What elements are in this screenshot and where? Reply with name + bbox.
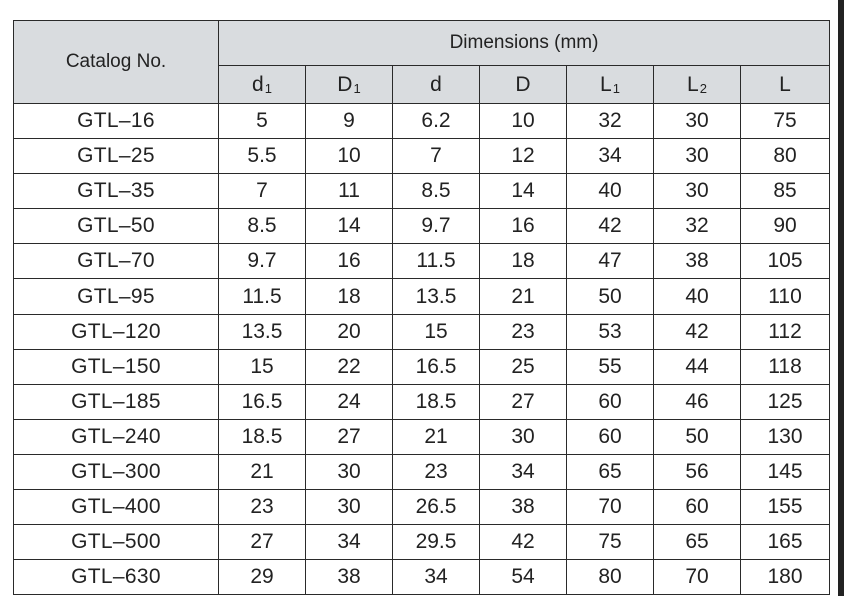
dimension-cell: 13.5 <box>219 314 306 349</box>
dimension-cell: 30 <box>480 419 567 454</box>
dimension-cell: 32 <box>654 209 741 244</box>
dimension-cell: 32 <box>567 104 654 139</box>
column-header-symbol: d <box>252 72 264 96</box>
dimension-cell: 46 <box>654 384 741 419</box>
catalog-cell: GTL–120 <box>14 314 219 349</box>
dimension-cell: 23 <box>219 490 306 525</box>
dimension-cell: 53 <box>567 314 654 349</box>
dimension-cell: 5.5 <box>219 139 306 174</box>
column-header <box>654 66 741 104</box>
catalog-cell: GTL–35 <box>14 174 219 209</box>
dimensions-header: Dimensions (mm) <box>219 21 830 66</box>
dimension-cell: 25 <box>480 349 567 384</box>
dimension-cell: 165 <box>741 525 830 560</box>
column-header-subscript: 1 <box>612 80 620 96</box>
dimension-cell: 29.5 <box>393 525 480 560</box>
catalog-cell: GTL–400 <box>14 490 219 525</box>
column-header-symbol: D <box>337 72 353 96</box>
table-row <box>14 174 830 209</box>
dimension-cell: 47 <box>567 244 654 279</box>
dimension-cell: 18 <box>480 244 567 279</box>
table-row <box>14 244 830 279</box>
catalog-no-header: Catalog No. <box>14 21 219 104</box>
table-row <box>14 209 830 244</box>
column-header-subscript: 1 <box>353 80 361 96</box>
column-header-symbol: d <box>430 72 442 96</box>
dimension-cell: 34 <box>393 560 480 595</box>
dimension-cell: 7 <box>393 139 480 174</box>
dimension-cell: 54 <box>480 560 567 595</box>
table-body <box>14 104 830 595</box>
dimension-cell: 7 <box>219 174 306 209</box>
dimension-cell: 24 <box>306 384 393 419</box>
catalog-cell: GTL–25 <box>14 139 219 174</box>
dimension-cell: 38 <box>306 560 393 595</box>
dimension-cell: 155 <box>741 490 830 525</box>
dimension-cell: 16 <box>306 244 393 279</box>
dimension-cell: 75 <box>567 525 654 560</box>
dimension-cell: 118 <box>741 349 830 384</box>
catalog-cell: GTL–150 <box>14 349 219 384</box>
column-header <box>567 66 654 104</box>
dimension-cell: 60 <box>654 490 741 525</box>
column-header <box>306 66 393 104</box>
catalog-cell: GTL–300 <box>14 454 219 489</box>
dimension-cell: 15 <box>393 314 480 349</box>
dimension-cell: 13.5 <box>393 279 480 314</box>
table-row <box>14 560 830 595</box>
dimension-cell: 60 <box>567 419 654 454</box>
dimension-cell: 29 <box>219 560 306 595</box>
dimension-cell: 20 <box>306 314 393 349</box>
column-header <box>219 66 306 104</box>
dimension-cell: 22 <box>306 349 393 384</box>
dimension-cell: 10 <box>480 104 567 139</box>
dimension-cell: 40 <box>567 174 654 209</box>
dimension-cell: 34 <box>306 525 393 560</box>
dimension-cell: 180 <box>741 560 830 595</box>
dimension-cell: 55 <box>567 349 654 384</box>
dimension-cell: 65 <box>567 454 654 489</box>
table-row <box>14 454 830 489</box>
catalog-cell: GTL–185 <box>14 384 219 419</box>
dimension-cell: 11.5 <box>393 244 480 279</box>
dimension-cell: 16 <box>480 209 567 244</box>
page-edge <box>838 0 844 596</box>
table-row <box>14 279 830 314</box>
dimension-cell: 6.2 <box>393 104 480 139</box>
dimension-cell: 112 <box>741 314 830 349</box>
table-row <box>14 314 830 349</box>
header-row-top <box>14 21 830 66</box>
table-row <box>14 104 830 139</box>
dimension-cell: 23 <box>393 454 480 489</box>
column-header-subscript: 1 <box>264 80 272 96</box>
dimension-cell: 42 <box>480 525 567 560</box>
catalog-cell: GTL–16 <box>14 104 219 139</box>
dimensions-table <box>13 20 830 595</box>
dimension-cell: 16.5 <box>219 384 306 419</box>
dimension-cell: 9.7 <box>393 209 480 244</box>
dimension-cell: 42 <box>567 209 654 244</box>
dimension-cell: 50 <box>654 419 741 454</box>
dimension-cell: 14 <box>306 209 393 244</box>
dimension-cell: 30 <box>306 454 393 489</box>
dimension-cell: 5 <box>219 104 306 139</box>
dimension-cell: 10 <box>306 139 393 174</box>
dimension-cell: 21 <box>480 279 567 314</box>
dimension-cell: 85 <box>741 174 830 209</box>
catalog-cell: GTL–95 <box>14 279 219 314</box>
dimension-cell: 75 <box>741 104 830 139</box>
column-header-symbol: L <box>687 72 699 96</box>
dimension-cell: 18 <box>306 279 393 314</box>
dimension-cell: 65 <box>654 525 741 560</box>
dimension-cell: 21 <box>219 454 306 489</box>
dimension-cell: 18.5 <box>219 419 306 454</box>
dimension-cell: 23 <box>480 314 567 349</box>
column-header-subscript: 2 <box>699 80 707 96</box>
column-header <box>393 66 480 104</box>
dimension-cell: 11.5 <box>219 279 306 314</box>
table-row <box>14 419 830 454</box>
dimension-cell: 40 <box>654 279 741 314</box>
dimension-cell: 21 <box>393 419 480 454</box>
dimension-cell: 80 <box>567 560 654 595</box>
table-row <box>14 139 830 174</box>
table-row <box>14 490 830 525</box>
dimension-cell: 27 <box>219 525 306 560</box>
catalog-cell: GTL–240 <box>14 419 219 454</box>
table-row <box>14 384 830 419</box>
dimension-cell: 9.7 <box>219 244 306 279</box>
dimension-cell: 50 <box>567 279 654 314</box>
dimension-cell: 90 <box>741 209 830 244</box>
dimension-cell: 14 <box>480 174 567 209</box>
catalog-cell: GTL–630 <box>14 560 219 595</box>
dimension-cell: 34 <box>567 139 654 174</box>
dimension-cell: 30 <box>306 490 393 525</box>
column-header-symbol: L <box>779 72 791 96</box>
dimension-cell: 42 <box>654 314 741 349</box>
dimension-cell: 80 <box>741 139 830 174</box>
catalog-cell: GTL–70 <box>14 244 219 279</box>
column-header <box>480 66 567 104</box>
dimension-cell: 15 <box>219 349 306 384</box>
dimension-cell: 9 <box>306 104 393 139</box>
dimension-cell: 34 <box>480 454 567 489</box>
dimension-cell: 56 <box>654 454 741 489</box>
dimension-cell: 11 <box>306 174 393 209</box>
dimension-cell: 8.5 <box>393 174 480 209</box>
dimension-cell: 18.5 <box>393 384 480 419</box>
dimension-cell: 27 <box>480 384 567 419</box>
dimension-cell: 27 <box>306 419 393 454</box>
dimension-cell: 16.5 <box>393 349 480 384</box>
dimension-cell: 125 <box>741 384 830 419</box>
dimension-cell: 12 <box>480 139 567 174</box>
dimension-cell: 105 <box>741 244 830 279</box>
dimension-cell: 38 <box>654 244 741 279</box>
dimension-cell: 60 <box>567 384 654 419</box>
column-header-symbol: D <box>515 72 531 96</box>
table-row <box>14 525 830 560</box>
dimension-cell: 30 <box>654 139 741 174</box>
dimension-cell: 70 <box>567 490 654 525</box>
dimension-cell: 145 <box>741 454 830 489</box>
column-header-symbol: L <box>600 72 612 96</box>
dimension-cell: 38 <box>480 490 567 525</box>
dimension-cell: 130 <box>741 419 830 454</box>
dimension-cell: 8.5 <box>219 209 306 244</box>
dimension-cell: 110 <box>741 279 830 314</box>
dimension-cell: 26.5 <box>393 490 480 525</box>
dimension-cell: 70 <box>654 560 741 595</box>
catalog-cell: GTL–500 <box>14 525 219 560</box>
column-header <box>741 66 830 104</box>
catalog-cell: GTL–50 <box>14 209 219 244</box>
dimension-cell: 30 <box>654 104 741 139</box>
table-row <box>14 349 830 384</box>
dimension-cell: 44 <box>654 349 741 384</box>
dimension-cell: 30 <box>654 174 741 209</box>
